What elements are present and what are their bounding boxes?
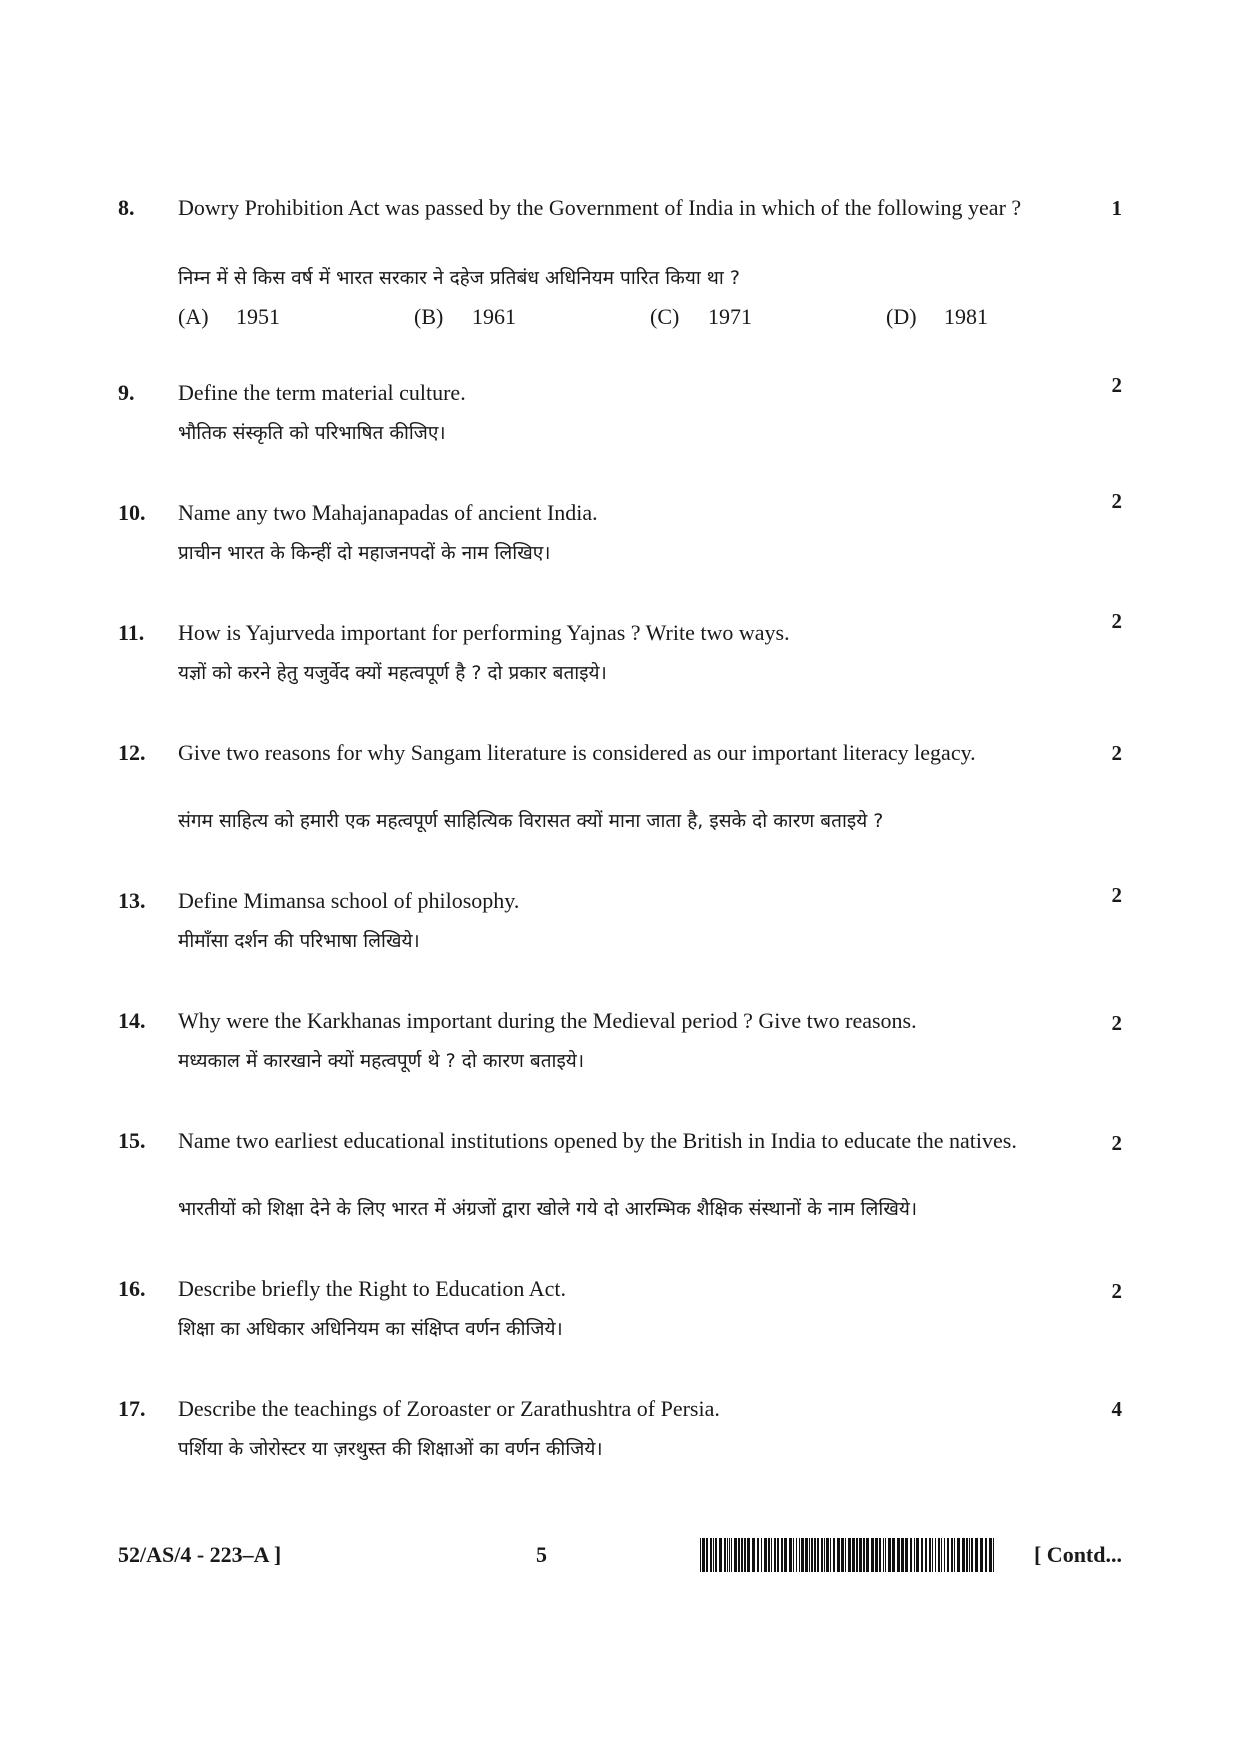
paper-code: 52/AS/4 - 223–A ] [118,1542,282,1567]
question-text-hindi: पर्शिया के जोरोस्टर या ज़रथुस्त की शिक्षाओं का वर्णन कीजिये। [178,1438,603,1460]
question-text-english: Describe the teachings of Zoroaster or Zarathushtra of Persia. [178,1396,720,1421]
barcode-bar [811,1538,813,1572]
option-value: 1961 [472,304,516,329]
question-text-english: Dowry Prohibition Act was passed by the Government of India in which of the following year ? [178,195,1022,220]
page-footer [0,1538,1240,1578]
barcode-bar [852,1538,855,1572]
question-number: 9. [118,380,135,405]
option-letter: (C) [650,304,680,329]
question-text-english: Define the term material culture. [178,380,466,405]
barcode-bar [796,1538,797,1572]
barcode-bar [809,1538,810,1572]
barcode-bar [764,1538,767,1572]
barcode-bar [824,1538,825,1572]
question-marks: 1 [1111,196,1122,220]
question-marks: 2 [1111,741,1122,765]
barcode-bar [971,1538,973,1572]
barcode-bar [929,1538,931,1572]
continued-label: [ Contd... [1033,1542,1122,1567]
barcode-bar [989,1538,992,1572]
question-number: 10. [118,500,146,525]
barcode-bar [777,1538,779,1572]
barcode-bar [866,1538,869,1572]
barcode-bar [752,1538,755,1572]
barcode-bar [821,1538,823,1572]
question-text-hindi: भारतीयों को शिक्षा देने के लिए भारत में अंग्रजों द्वारा खोले गये दो आरम्भिक शैक्षिक संस्थानों के नाम लिखिये। [178,1198,918,1220]
question-number: 11. [118,620,145,645]
barcode-bar [905,1538,908,1572]
barcode-bar [910,1538,912,1572]
barcode-bar [710,1538,712,1572]
barcode-bar [741,1538,743,1572]
barcode-bar [932,1538,933,1572]
barcode-bar [879,1538,881,1572]
question-text-english: Name two earliest educational institutions opened by the British in India to educate the natives. [178,1128,1017,1153]
barcode-bar [801,1538,804,1572]
barcode-bar [761,1538,762,1572]
barcode-bar [826,1538,829,1572]
barcode-bar [871,1538,874,1572]
barcode-bar [706,1538,708,1572]
barcode-bar [747,1538,750,1572]
question-marks: 4 [1111,1397,1122,1421]
barcode-bar [944,1538,945,1572]
barcode-bar [713,1538,714,1572]
barcode-bar [897,1538,900,1572]
barcode-bar [702,1538,705,1572]
barcode-bar [799,1538,800,1572]
barcode-bar [980,1538,983,1572]
barcode-bar [830,1538,831,1572]
option-value: 1951 [236,304,280,329]
question-text-hindi: प्राचीन भारत के किन्हीं दो महाजनपदों के नाम लिखिए। [178,542,551,564]
barcode-bar [715,1538,717,1572]
question-text-english: Name any two Mahajanapadas of ancient India. [178,500,598,525]
question-marks: 2 [1111,609,1122,633]
barcode-bar [774,1538,776,1572]
barcode-bar [848,1538,851,1572]
option-c [650,303,752,331]
barcode-bar [719,1538,722,1572]
question-marks: 2 [1111,1011,1122,1035]
question-number: 16. [118,1276,146,1301]
barcode-bar [941,1538,942,1572]
option-b [414,303,516,331]
barcode-bar [892,1538,895,1572]
barcode-bar [951,1538,953,1572]
question-text-english: Give two reasons for why Sangam literature is considered as our important literacy legacy. [178,740,976,765]
question-marks: 2 [1111,1279,1122,1303]
option-d [886,303,988,331]
barcode-bar [969,1538,970,1572]
barcode-bar [738,1538,740,1572]
barcode-bar [845,1538,846,1572]
option-letter: (B) [414,304,444,329]
option-letter: (D) [886,304,917,329]
question-number: 14. [118,1008,146,1033]
barcode-bar [731,1538,732,1572]
question-text-english: Describe briefly the Right to Education Act. [178,1276,566,1301]
barcode-bar [734,1538,737,1572]
barcode-bar [841,1538,844,1572]
barcode-bar [875,1538,878,1572]
barcode-bar [938,1538,940,1572]
barcode-bar [837,1538,840,1572]
question-text-english: Define Mimansa school of philosophy. [178,888,520,913]
barcode-bar [805,1538,808,1572]
barcode-bar [859,1538,862,1572]
barcode-bar [856,1538,858,1572]
barcode-bar [993,1538,994,1572]
barcode-bar [700,1538,701,1572]
question-marks: 2 [1111,883,1122,907]
question-number: 13. [118,888,146,913]
barcode-bar [985,1538,987,1572]
barcode-bar [724,1538,726,1572]
barcode-bar [916,1538,919,1572]
barcode-bar [883,1538,884,1572]
question-text-english: Why were the Karkhanas important during the Medieval period ? Give two reasons. [178,1008,917,1033]
barcode-bar [771,1538,772,1572]
barcode-bar [727,1538,728,1572]
barcode-bar [781,1538,783,1572]
question-marks: 2 [1111,373,1122,397]
question-text-hindi: संगम साहित्य को हमारी एक महत्वपूर्ण साहित्यिक विरासत क्यों माना जाता है, इसके दो कारण बताइये ? [178,810,884,832]
barcode-bar [817,1538,819,1572]
question-number: 17. [118,1396,146,1421]
barcode-bar [957,1538,960,1572]
question-text-english: How is Yajurveda important for performing Yajnas ? Write two ways. [178,620,790,645]
question-number: 8. [118,195,135,220]
option-value: 1981 [944,304,988,329]
barcode-bar [935,1538,936,1572]
question-number: 15. [118,1128,146,1153]
barcode-bar [784,1538,787,1572]
barcode-bar [888,1538,891,1572]
barcode-bar [947,1538,949,1572]
option-a [178,303,280,331]
barcode-bar [914,1538,915,1572]
barcode-bar [885,1538,886,1572]
barcode-bar [954,1538,955,1572]
question-text-hindi: यज्ञों को करने हेतु यजुर्वेद क्यों महत्वपूर्ण है ? दो प्रकार बताइये। [178,662,607,684]
barcode-bar [925,1538,927,1572]
barcode-bar [962,1538,965,1572]
barcode-bar [814,1538,816,1572]
barcode-bar [729,1538,730,1572]
barcode-bar [789,1538,792,1572]
question-marks: 2 [1111,1131,1122,1155]
barcode-bar [793,1538,794,1572]
question-text-hindi: मध्यकाल में कारखाने क्यों महत्वपूर्ण थे ? दो कारण बताइये। [178,1050,585,1072]
barcode-bar [966,1538,968,1572]
option-letter: (A) [178,304,209,329]
barcode-bar [863,1538,865,1572]
barcode-bar [901,1538,904,1572]
barcode-bar [833,1538,835,1572]
barcode-bar [744,1538,746,1572]
question-text-hindi: भौतिक संस्कृति को परिभाषित कीजिए। [178,422,446,444]
question-text-hindi: निम्न में से किस वर्ष में भारत सरकार ने दहेज प्रतिबंध अधिनियम पारित किया था ? [178,267,740,289]
barcode-bar [975,1538,978,1572]
question-number: 12. [118,740,146,765]
question-marks: 2 [1111,489,1122,513]
option-value: 1971 [708,304,752,329]
page-number: 5 [536,1542,547,1567]
barcode-bar [757,1538,759,1572]
barcode-bar [768,1538,770,1572]
barcode-bar [921,1538,923,1572]
barcode-icon [700,1538,1000,1572]
question-text-hindi: शिक्षा का अधिकार अधिनियम का संक्षिप्त वर्णन कीजिये। [178,1318,563,1340]
question-text-hindi: मीमाँसा दर्शन की परिभाषा लिखिये। [178,930,420,952]
